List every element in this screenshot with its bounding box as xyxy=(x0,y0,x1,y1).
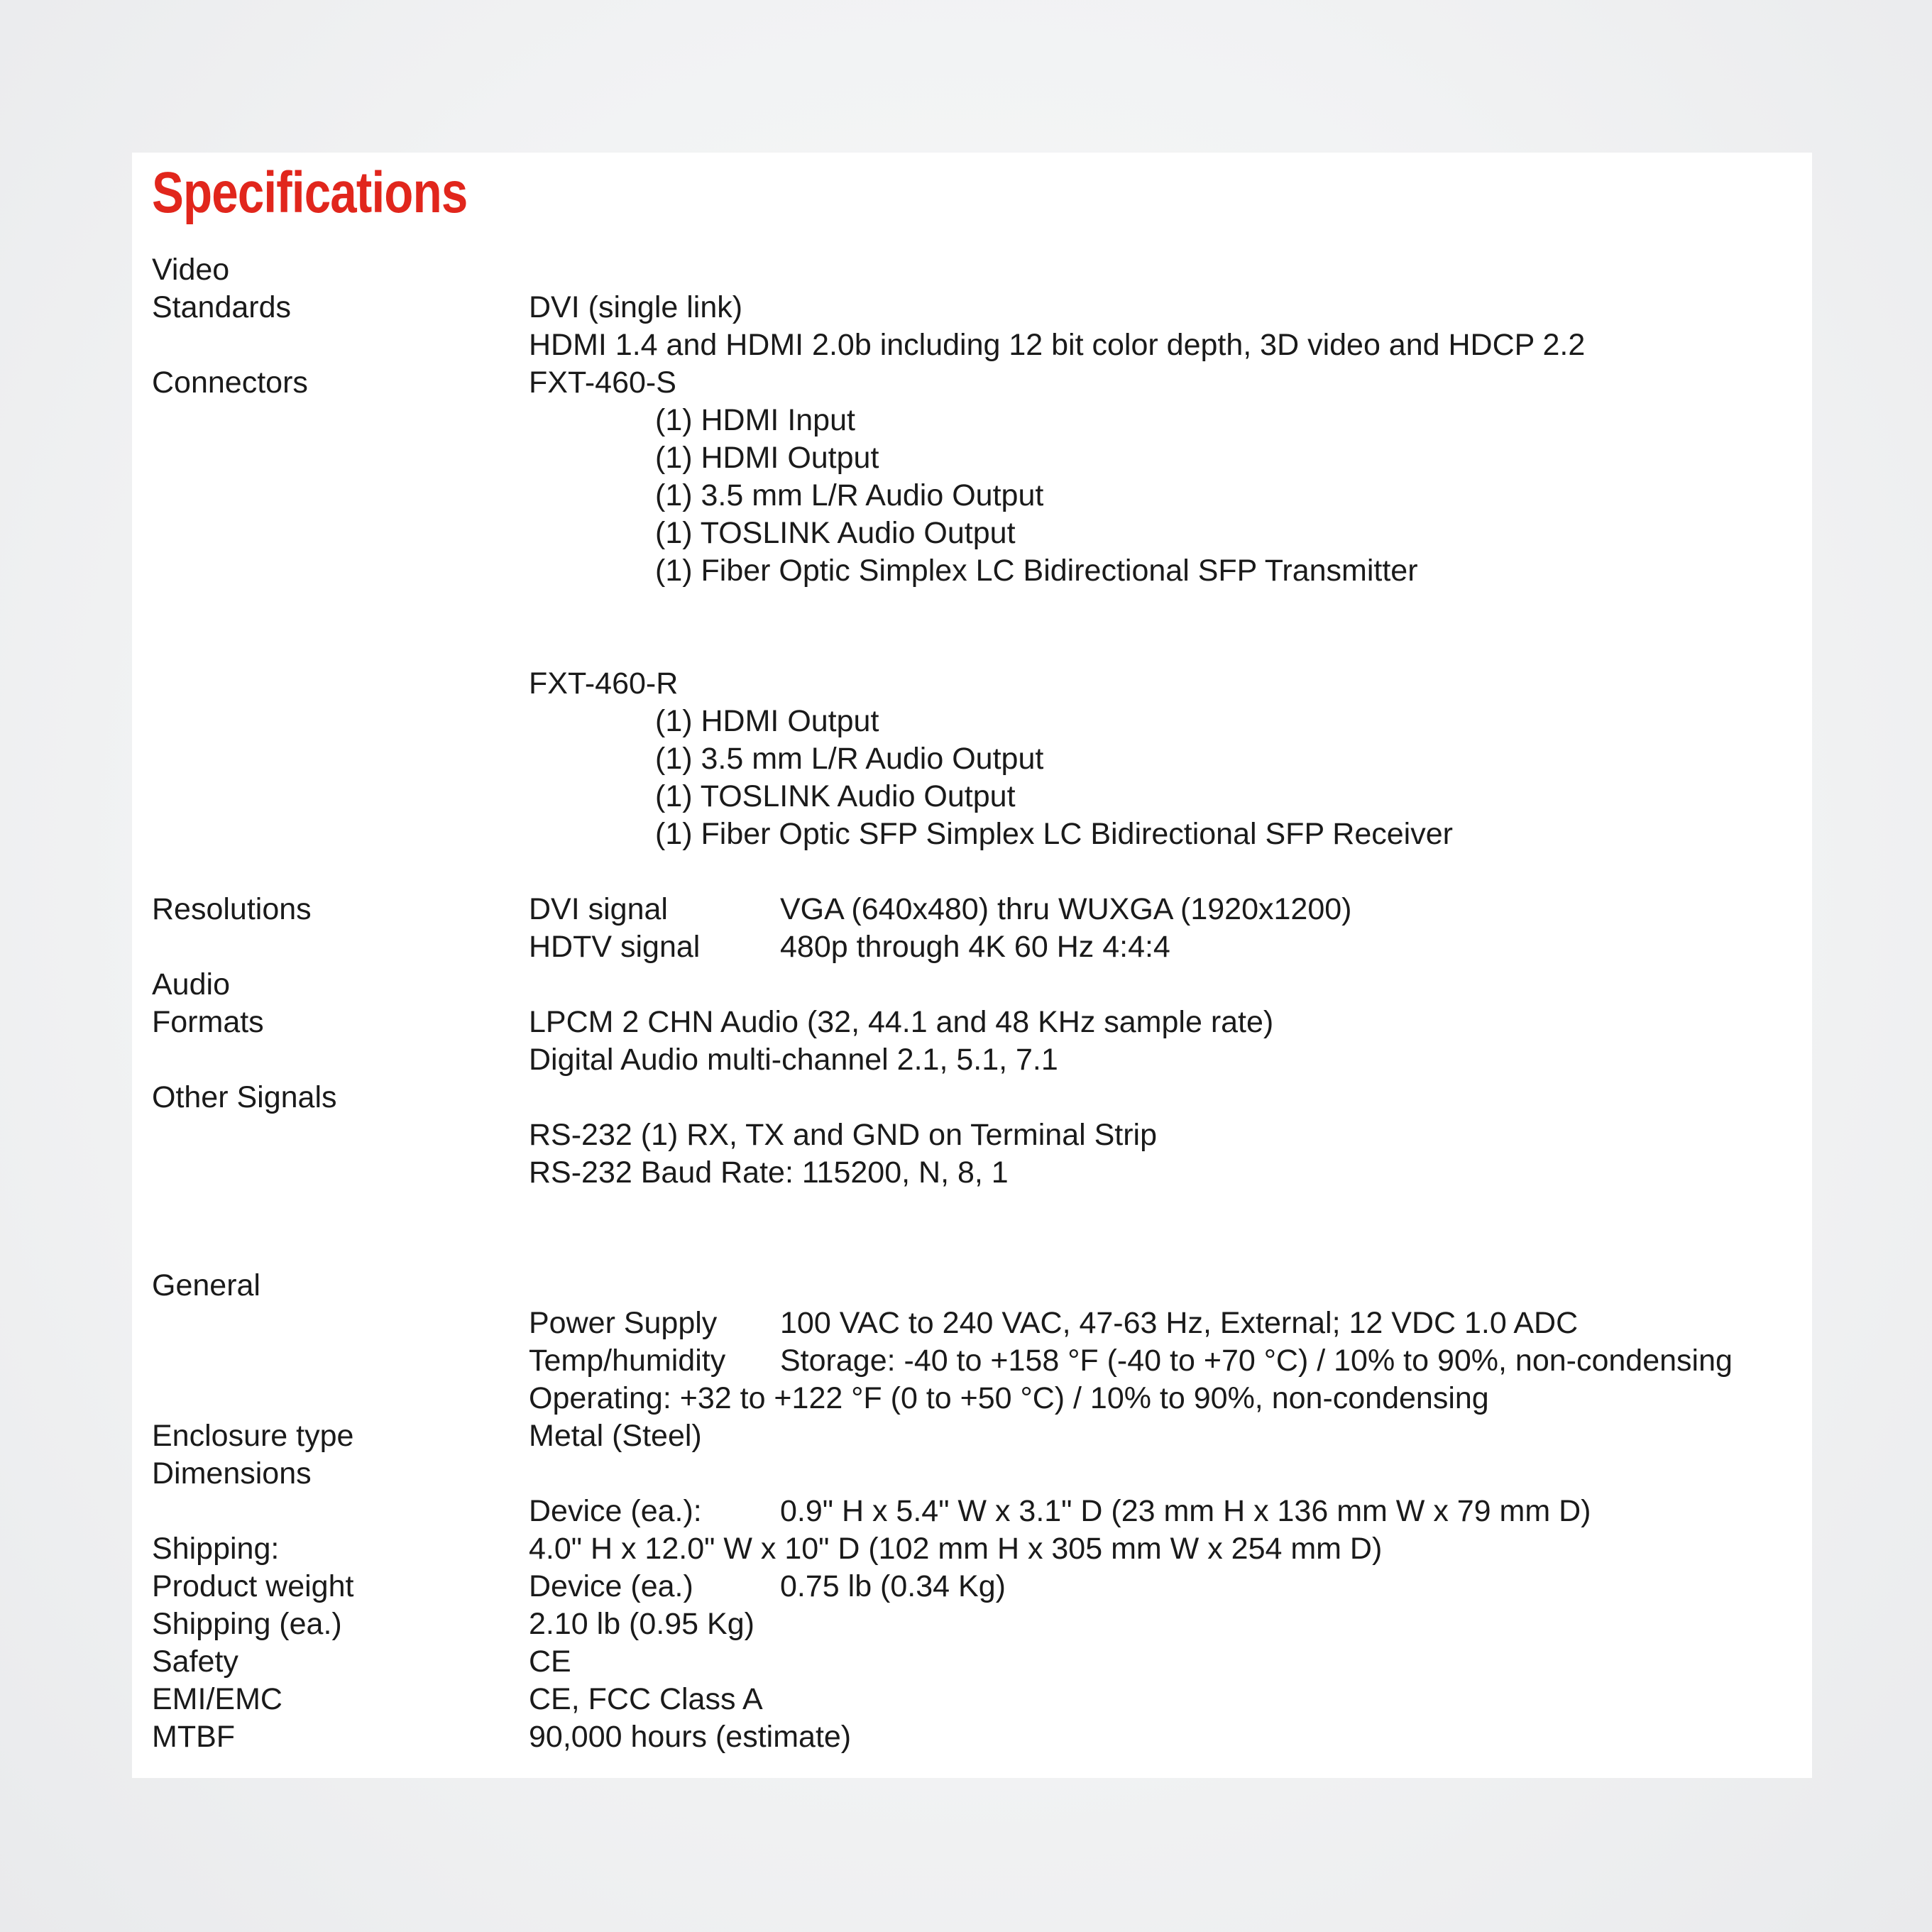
device-weight-label: Device (ea.) xyxy=(529,1569,693,1603)
shipping-weight-value: 2.10 lb (0.95 Kg) xyxy=(529,1607,754,1641)
label-connectors: Connectors xyxy=(152,366,308,400)
standard-item: DVI (single link) xyxy=(529,290,743,324)
sender-connector-item: (1) 3.5 mm L/R Audio Output xyxy=(655,478,1044,512)
label-standards: Standards xyxy=(152,290,292,324)
section-heading-audio: Audio xyxy=(152,967,230,1001)
section-heading-general: General xyxy=(152,1268,260,1302)
label-emi-emc: EMI/EMC xyxy=(152,1682,282,1716)
label-resolutions: Resolutions xyxy=(152,892,312,926)
resolution-label: DVI signal xyxy=(529,892,668,926)
sender-connector-item: (1) TOSLINK Audio Output xyxy=(655,516,1016,550)
label-other-signals: Other Signals xyxy=(152,1080,337,1114)
receiver-connector-item: (1) Fiber Optic SFP Simplex LC Bidirectional SFP Receiver xyxy=(655,817,1453,851)
label-enclosure-type: Enclosure type xyxy=(152,1419,354,1453)
emi-emc-value: CE, FCC Class A xyxy=(529,1682,763,1716)
device-dimensions-label: Device (ea.): xyxy=(529,1494,702,1528)
sender-model: FXT-460-S xyxy=(529,366,676,400)
temp-humidity-value: Storage: -40 to +158 °F (-40 to +70 °C) / 10% to 90%, non-condensing xyxy=(780,1344,1733,1378)
label-product-weight: Product weight xyxy=(152,1569,354,1603)
standard-item: HDMI 1.4 and HDMI 2.0b including 12 bit color depth, 3D video and HDCP 2.2 xyxy=(529,328,1586,362)
power-supply-value: 100 VAC to 240 VAC, 47-63 Hz, External; 12 VDC 1.0 ADC xyxy=(780,1306,1579,1340)
temp-humidity-label: Temp/humidity xyxy=(529,1344,726,1378)
resolution-label: HDTV signal xyxy=(529,930,701,964)
device-weight-value: 0.75 lb (0.34 Kg) xyxy=(780,1569,1006,1603)
section-heading-video: Video xyxy=(152,253,230,287)
receiver-connector-item: (1) TOSLINK Audio Output xyxy=(655,779,1016,813)
power-supply-label: Power Supply xyxy=(529,1306,718,1340)
operating-conditions: Operating: +32 to +122 °F (0 to +50 °C) / 10% to 90%, non-condensing xyxy=(529,1381,1489,1415)
device-dimensions-value: 0.9" H x 5.4" W x 3.1" D (23 mm H x 136 mm W x 79 mm D) xyxy=(780,1494,1591,1528)
receiver-model: FXT-460-R xyxy=(529,666,679,701)
receiver-connector-item: (1) HDMI Output xyxy=(655,704,879,738)
safety-value: CE xyxy=(529,1645,571,1679)
sender-connector-item: (1) Fiber Optic Simplex LC Bidirectional SFP Transmitter xyxy=(655,554,1418,588)
label-shipping: Shipping: xyxy=(152,1532,280,1566)
enclosure-value: Metal (Steel) xyxy=(529,1419,702,1453)
sender-connector-item: (1) HDMI Input xyxy=(655,403,855,437)
label-safety: Safety xyxy=(152,1645,238,1679)
audio-format-item: LPCM 2 CHN Audio (32, 44.1 and 48 KHz sample rate) xyxy=(529,1005,1274,1039)
mtbf-value: 90,000 hours (estimate) xyxy=(529,1720,852,1754)
resolution-value: VGA (640x480) thru WUXGA (1920x1200) xyxy=(780,892,1352,926)
audio-format-item: Digital Audio multi-channel 2.1, 5.1, 7.1 xyxy=(529,1043,1058,1077)
shipping-dimensions-value: 4.0" H x 12.0" W x 10" D (102 mm H x 305 mm W x 254 mm D) xyxy=(529,1532,1383,1566)
specifications-sheet xyxy=(132,153,1812,1778)
label-mtbf: MTBF xyxy=(152,1720,236,1754)
label-formats: Formats xyxy=(152,1005,264,1039)
other-signal-item: RS-232 Baud Rate: 115200, N, 8, 1 xyxy=(529,1156,1009,1190)
other-signal-item: RS-232 (1) RX, TX and GND on Terminal Strip xyxy=(529,1118,1158,1152)
label-dimensions: Dimensions xyxy=(152,1456,312,1491)
page-title: Specifications xyxy=(152,160,468,225)
sender-connector-item: (1) HDMI Output xyxy=(655,441,879,475)
resolution-value: 480p through 4K 60 Hz 4:4:4 xyxy=(780,930,1170,964)
label-shipping-weight: Shipping (ea.) xyxy=(152,1607,342,1641)
receiver-connector-item: (1) 3.5 mm L/R Audio Output xyxy=(655,742,1044,776)
